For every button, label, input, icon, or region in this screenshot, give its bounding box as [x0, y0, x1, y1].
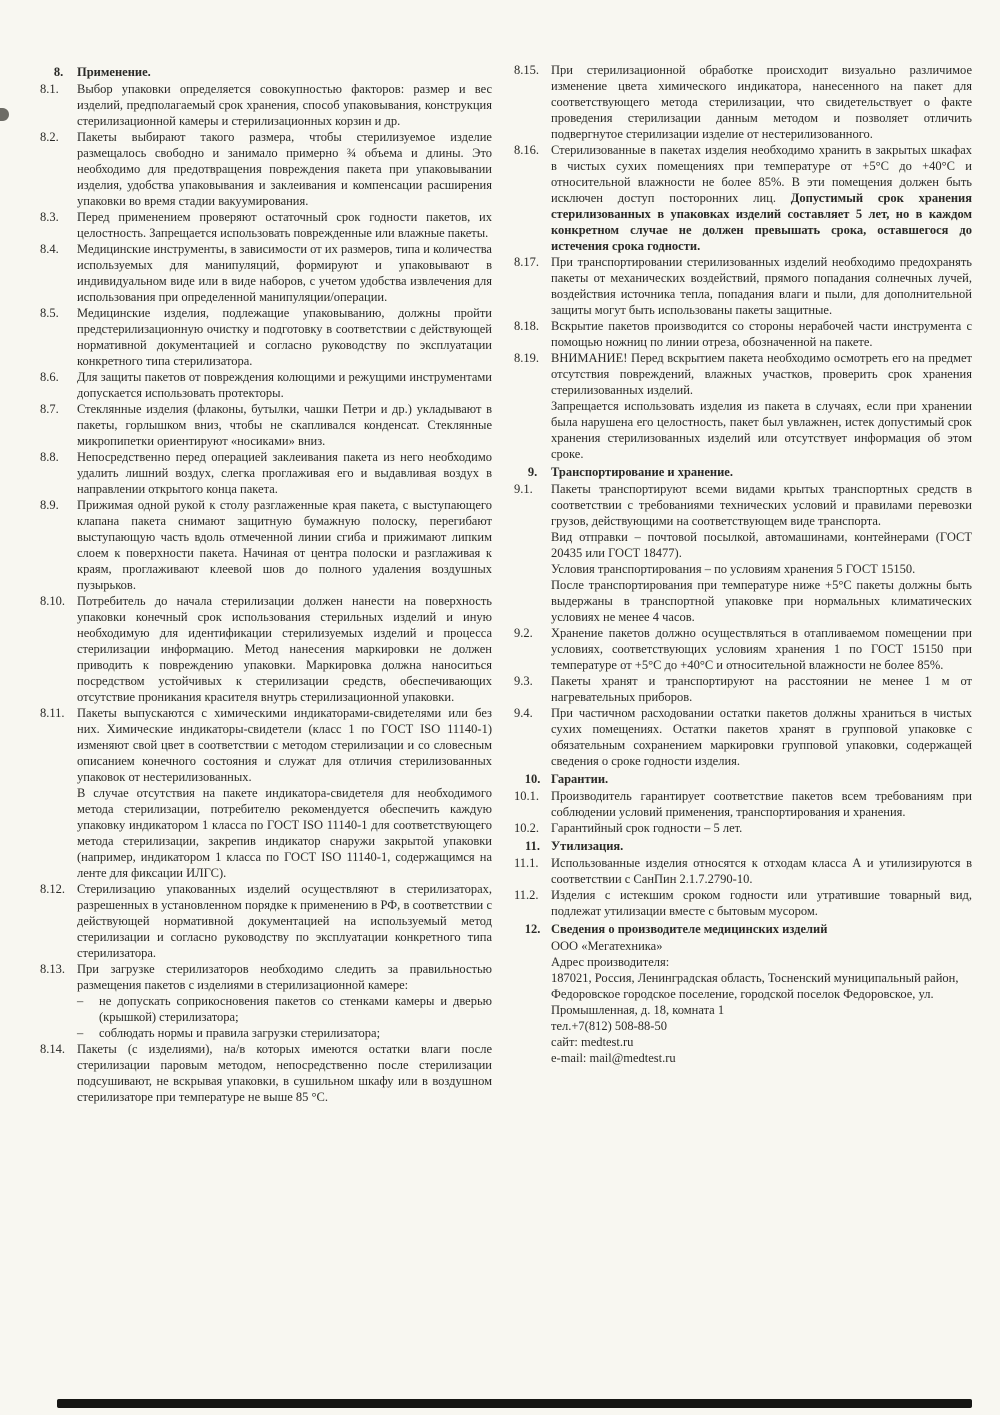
section-heading: [40, 64, 492, 80]
numbered-item: [514, 318, 972, 350]
text-run: После транспортирования при температуре ниже +5°С пакеты должны быть выдержаны в транспортной упаковке при нормальных климатических условиях не менее 4 часов.: [551, 578, 972, 624]
numbered-item: [514, 820, 972, 836]
text-run: 187021, Россия, Ленинградская область, Тосненский муниципальный район, Федоровское городское поселение, городской поселок Федоровское, ул. Промышленная, д. 18, комната 1: [551, 971, 959, 1017]
item-text: [551, 142, 972, 254]
numbered-item: [40, 705, 492, 785]
item-text: [551, 855, 972, 887]
item-number: 12.: [524, 922, 541, 936]
text-run: Гарантийный срок годности – 5 лет.: [551, 821, 743, 835]
item-number: 9.3.: [514, 674, 533, 688]
text-run: Непосредственно перед операцией заклеивания пакета из него необходимо удалить лишний воздух, слегка проглаживая его и выдавливая воздух в направлении открытого конца пакета.: [77, 450, 492, 496]
text-run: Медицинские изделия, подлежащие упаковыванию, должны пройти предстерилизационную очистку и подготовку в соответствии с действующей нормативной документацией и согласно руководству по эксплуатации конкретного типа стерилизатора.: [77, 306, 492, 368]
text-run: Применение.: [77, 65, 151, 79]
item-text: [77, 705, 492, 785]
text-run: Стерилизованные в пакетах изделия необходимо хранить в закрытых шкафах в чистых сухих помещениях при температуре от +5°С до +40°С и относительной влажности не более 85%. В эти помещения должен быть исключен доступ посторонних лиц.: [551, 143, 972, 205]
numbered-item: [40, 209, 492, 241]
text-run: Медицинские инструменты, в зависимости от их размеров, типа и количества используемых для манипуляций, формируют и упаковывают в индивидуальном виде или в виде наборов, с учетом удобства извлечения для использования при определенной манипуляции/операции.: [77, 242, 492, 304]
item-text: [77, 961, 492, 993]
item-number: 8.19.: [514, 351, 539, 365]
dash-item: [40, 1025, 492, 1041]
item-text: [551, 820, 972, 836]
item-number: 8.1.: [40, 82, 59, 96]
item-number: 11.2.: [514, 888, 539, 902]
numbered-item: [514, 481, 972, 529]
item-number: 8.9.: [40, 498, 59, 512]
text-run: Изделия с истекшим сроком годности или утратившие товарный вид, подлежат утилизации вместе с бытовым мусором.: [551, 888, 972, 918]
contact-line: [514, 938, 972, 954]
item-number: 8.11.: [40, 706, 65, 720]
item-number: 8.6.: [40, 370, 59, 384]
item-text: [551, 318, 972, 350]
item-text: [551, 921, 972, 937]
item-text: [551, 561, 972, 577]
item-text: [551, 838, 972, 854]
numbered-item: [514, 705, 972, 769]
item-text: [551, 954, 972, 970]
item-text: [99, 1025, 492, 1041]
text-run: Условия транспортирования – по условиям хранения 5 ГОСТ 15150.: [551, 562, 916, 576]
text-run: При частичном расходовании остатки пакетов должны храниться в чистых сухих помещениях. Остатки пакетов хранят в групповой упаковке с обязательным сохранением маркировки групповой упаковки, содержащей сведения о сроке годности изделия.: [551, 706, 972, 768]
text-run: Адрес производителя:: [551, 955, 670, 969]
item-text: [77, 593, 492, 705]
item-text: [77, 305, 492, 369]
numbered-item: [514, 142, 972, 254]
numbered-item: [40, 369, 492, 401]
item-number: 8.14.: [40, 1042, 65, 1056]
text-run: Потребитель до начала стерилизации должен нанести на поверхность упаковки конечный срок использования стерильных изделий и иную необходимую для идентификации стерилизуемых изделий и процесса стерилизации информацию. Метод нанесения маркировки не должен приводить к повреждению упаковки. Маркировка должна наноситься посредством устойчивых к стерилизации средств, обеспечивающих отсутствие проникания красителя внутрь стерилизационной упаковки.: [77, 594, 492, 704]
item-number: 9.2.: [514, 626, 533, 640]
item-number: 8.18.: [514, 319, 539, 333]
numbered-item: [40, 881, 492, 961]
scan-artifact-bar: [57, 1399, 972, 1408]
text-run: Производитель гарантирует соответствие пакетов всем требованиям при соблюдении условий применения, транспортирования и хранения.: [551, 789, 972, 819]
item-number: 8.15.: [514, 63, 539, 77]
item-text: [77, 401, 492, 449]
section-heading: [514, 838, 972, 854]
item-number: 8.4.: [40, 242, 59, 256]
text-run: Пакеты выпускаются с химическими индикаторами-свидетелями или без них. Химические индикаторы-свидетели (класс 1 по ГОСТ ISO 11140-1) изменяют свой цвет в соответствии с методом стерилизации и со словесным описанием конечного состояния и служат для отличия стерилизованных упаковок от нестерилизованных.: [77, 706, 492, 784]
item-text: [551, 970, 972, 1018]
contact-line: [514, 970, 972, 1018]
item-text: [99, 993, 492, 1025]
text-run: Использованные изделия относятся к отходам класса А и утилизируются в соответствии с СанПин 2.1.7.2790-10.: [551, 856, 972, 886]
text-run: соблюдать нормы и правила загрузки стерилизатора;: [99, 1026, 381, 1040]
text-run: Сведения о производителе медицинских изделий: [551, 922, 828, 936]
item-text: [551, 62, 972, 142]
item-number: 8.16.: [514, 143, 539, 157]
item-number: 11.: [525, 839, 540, 853]
numbered-item: [40, 241, 492, 305]
item-number: 8.8.: [40, 450, 59, 464]
item-number: 8.17.: [514, 255, 539, 269]
item-text: [551, 625, 972, 673]
text-run: Пакеты хранят и транспортируют на расстоянии не менее 1 м от нагревательных приборов.: [551, 674, 972, 704]
item-text: [77, 209, 492, 241]
text-run: e-mail: mail@medtest.ru: [551, 1051, 676, 1065]
item-text: [77, 241, 492, 305]
contact-line: [514, 954, 972, 970]
contact-line: [514, 1034, 972, 1050]
section-heading: [514, 771, 972, 787]
numbered-item: [40, 1041, 492, 1105]
numbered-item: [40, 81, 492, 129]
text-run: Хранение пакетов должно осуществляться в отапливаемом помещении при условиях, соответствующих условиям хранения 1 по ГОСТ 15150 при температуре от +5°С до +40°С и относительной влажности не более 85%.: [551, 626, 972, 672]
text-run: При транспортировании стерилизованных изделий необходимо предохранять пакеты от механических воздействий, прямого попадания солнечных лучей, воздействия источника тепла, попадания влаги и пыли, для дополнительной защиты могут быть использованы пакеты защитные.: [551, 255, 972, 317]
numbered-item: [514, 788, 972, 820]
left-column: [40, 62, 492, 1105]
item-number: 8.5.: [40, 306, 59, 320]
item-text: [551, 1018, 972, 1034]
item-text: [77, 129, 492, 209]
numbered-item: [40, 497, 492, 593]
item-text: [551, 1050, 972, 1066]
section-heading: [514, 464, 972, 480]
text-run: Вид отправки – почтовой посылкой, автомашинами, контейнерами (ГОСТ 20435 или ГОСТ 18477).: [551, 530, 972, 560]
item-text: [551, 887, 972, 919]
item-text: [551, 577, 972, 625]
text-run: Выбор упаковки определяется совокупностью факторов: размер и вес изделий, предполагаемый срок хранения, способ упаковывания, конструкция стерилизационной камеры и стерилизационных корзин и др.: [77, 82, 492, 128]
numbered-item: [40, 129, 492, 209]
item-text: [551, 788, 972, 820]
item-text: [77, 449, 492, 497]
text-run: ВНИМАНИЕ! Перед вскрытием пакета необходимо осмотреть его на предмет отсутствия повреждений, влажных участков, проверить срок хранения стерилизованных изделий.: [551, 351, 972, 397]
item-number: 8.13.: [40, 962, 65, 976]
text-run: При стерилизационной обработке происходит визуально различимое изменение цвета химического индикатора, нанесенного на пакет для соответствующего метода стерилизации, что свидетельствует о факте проведения стерилизации данным методом и позволяет отличить подвергнутое стерилизации изделие от нестерилизованного.: [551, 63, 972, 141]
right-column: [514, 62, 972, 1105]
item-text: [551, 938, 972, 954]
item-text: [551, 398, 972, 462]
numbered-item: [514, 887, 972, 919]
section-heading: [514, 921, 972, 937]
item-text: [77, 81, 492, 129]
text-run: В случае отсутствия на пакете индикатора-свидетеля для необходимого метода стерилизации, потребителю рекомендуется обеспечить каждую упаковку индикатором 1 класса по ГОСТ ISO 11140-1 для соответствующего метода стерилизации, закрепив индикатор снаружи закрытой упаковки (например, индикатором 1 класса по ГОСТ ISO 11140-1, содержащимся на ленте для фиксации ИЛГС).: [77, 786, 492, 880]
numbered-item: [40, 305, 492, 369]
text-run: не допускать соприкосновения пакетов со стенками камеры и дверью (крышкой) стерилизатора;: [99, 994, 492, 1024]
numbered-item: [40, 401, 492, 449]
item-number: –: [77, 1026, 84, 1040]
text-run: сайт: medtest.ru: [551, 1035, 634, 1049]
text-run: Пакеты выбирают такого размера, чтобы стерилизуемое изделие размещалось свободно и занимало примерно ¾ объема и длины. Это необходимо для предотвращения повреждения пакета при упаковывании изделия, удобства упаковывания и заклеивания и компенсации расширения упаковки во время стадии вакуумирования.: [77, 130, 492, 208]
item-number: 8.7.: [40, 402, 59, 416]
numbered-item: [40, 593, 492, 705]
text-run: Пакеты (с изделиями), на/в которых имеются остатки влаги после стерилизации паровым методом, непосредственно после стерилизации подсушивают, не вскрывая упаковки, в сушильном шкафу или в воздушном стерилизаторе при температуре не выше 85 °С.: [77, 1042, 492, 1104]
item-text: [551, 705, 972, 769]
bold-text-run: Допустимый срок хранения стерилизованных в упаковках изделий составляет 5 лет, но в каждом конкретном случае не должен превышать срока, оставшегося до истечения срока годности.: [551, 191, 972, 253]
item-number: 9.4.: [514, 706, 533, 720]
item-number: –: [77, 994, 84, 1008]
item-text: [77, 497, 492, 593]
dash-item: [40, 993, 492, 1025]
text-run: Прижимая одной рукой к столу разглаженные края пакета, с выступающего клапана пакета снимают защитную бумажную полоску, перегибают выступающую часть вдоль отмеченной линии сгиба и прижимают липким слоем к поверхности пакета. Начиная от центра полоски и разглаживая к краям, проглаживают клеевой шов до полного удаления воздушных пузырьков.: [77, 498, 492, 592]
contact-line: [514, 1018, 972, 1034]
numbered-item: [40, 961, 492, 993]
item-number: 8.: [53, 65, 64, 79]
item-number: 10.1.: [514, 789, 539, 803]
item-number: 8.2.: [40, 130, 59, 144]
text-run: Транспортирование и хранение.: [551, 465, 733, 479]
numbered-item: [40, 449, 492, 497]
text-run: Запрещается использовать изделия из пакета в случаях, если при хранении была нарушена его целостность, пакет был увлажнен, истек допустимый срок хранения стерилизованных изделий или отсутствует информация об этом сроке.: [551, 399, 972, 461]
text-run: Утилизация.: [551, 839, 624, 853]
continuation-paragraph: [514, 577, 972, 625]
numbered-item: [514, 673, 972, 705]
continuation-paragraph: [40, 785, 492, 881]
item-number: 9.1.: [514, 482, 533, 496]
item-number: 9.: [527, 465, 538, 479]
item-number: 8.3.: [40, 210, 59, 224]
item-text: [77, 1041, 492, 1105]
contact-line: [514, 1050, 972, 1066]
item-text: [551, 1034, 972, 1050]
item-text: [551, 350, 972, 398]
text-run: Пакеты транспортируют всеми видами крытых транспортных средств в соответствии с требованиями технических условий и правилами перевозки грузов, действующими на соответствующем виде транспорта.: [551, 482, 972, 528]
text-run: Стеклянные изделия (флаконы, бутылки, чашки Петри и др.) укладывают в пакеты, горлышком вниз, чтобы не скапливался конденсат. Стеклянные микропипетки ориентируют «носиками» вниз.: [77, 402, 492, 448]
item-text: [551, 771, 972, 787]
text-run: Гарантии.: [551, 772, 609, 786]
text-run: ООО «Мегатехника»: [551, 939, 663, 953]
text-run: тел.+7(812) 508-88-50: [551, 1019, 667, 1033]
item-number: 10.2.: [514, 821, 539, 835]
item-text: [551, 529, 972, 561]
continuation-paragraph: [514, 529, 972, 561]
numbered-item: [514, 855, 972, 887]
numbered-item: [514, 254, 972, 318]
text-run: Стерилизацию упакованных изделий осуществляют в стерилизаторах, разрешенных в установленном порядке к применению в РФ, в соответствии с действующей нормативной документацией на используемый метод стерилизации и согласно руководству по эксплуатации конкретного типа стерилизатора.: [77, 882, 492, 960]
item-text: [551, 464, 972, 480]
text-run: При загрузке стерилизаторов необходимо следить за правильностью размещения пакетов с изделиями в стерилизационной камере:: [77, 962, 492, 992]
text-run: Перед применением проверяют остаточный срок годности пакетов, их целостность. Запрещается использовать поврежденные или влажные пакеты.: [77, 210, 492, 240]
item-text: [77, 785, 492, 881]
numbered-item: [514, 62, 972, 142]
continuation-paragraph: [514, 561, 972, 577]
item-text: [551, 254, 972, 318]
item-text: [77, 881, 492, 961]
item-text: [77, 369, 492, 401]
item-text: [77, 64, 492, 80]
item-number: 8.12.: [40, 882, 65, 896]
numbered-item: [514, 350, 972, 398]
numbered-item: [514, 625, 972, 673]
item-number: 10.: [524, 772, 541, 786]
text-run: Для защиты пакетов от повреждения колющими и режущими инструментами допускается использовать протекторы.: [77, 370, 492, 400]
item-number: 8.10.: [40, 594, 65, 608]
item-number: 11.1.: [514, 856, 539, 870]
continuation-paragraph: [514, 398, 972, 462]
text-run: Вскрытие пакетов производится со стороны нерабочей части инструмента с помощью ножниц по линии отреза, обозначенной на пакете.: [551, 319, 972, 349]
item-text: [551, 673, 972, 705]
item-text: [551, 481, 972, 529]
